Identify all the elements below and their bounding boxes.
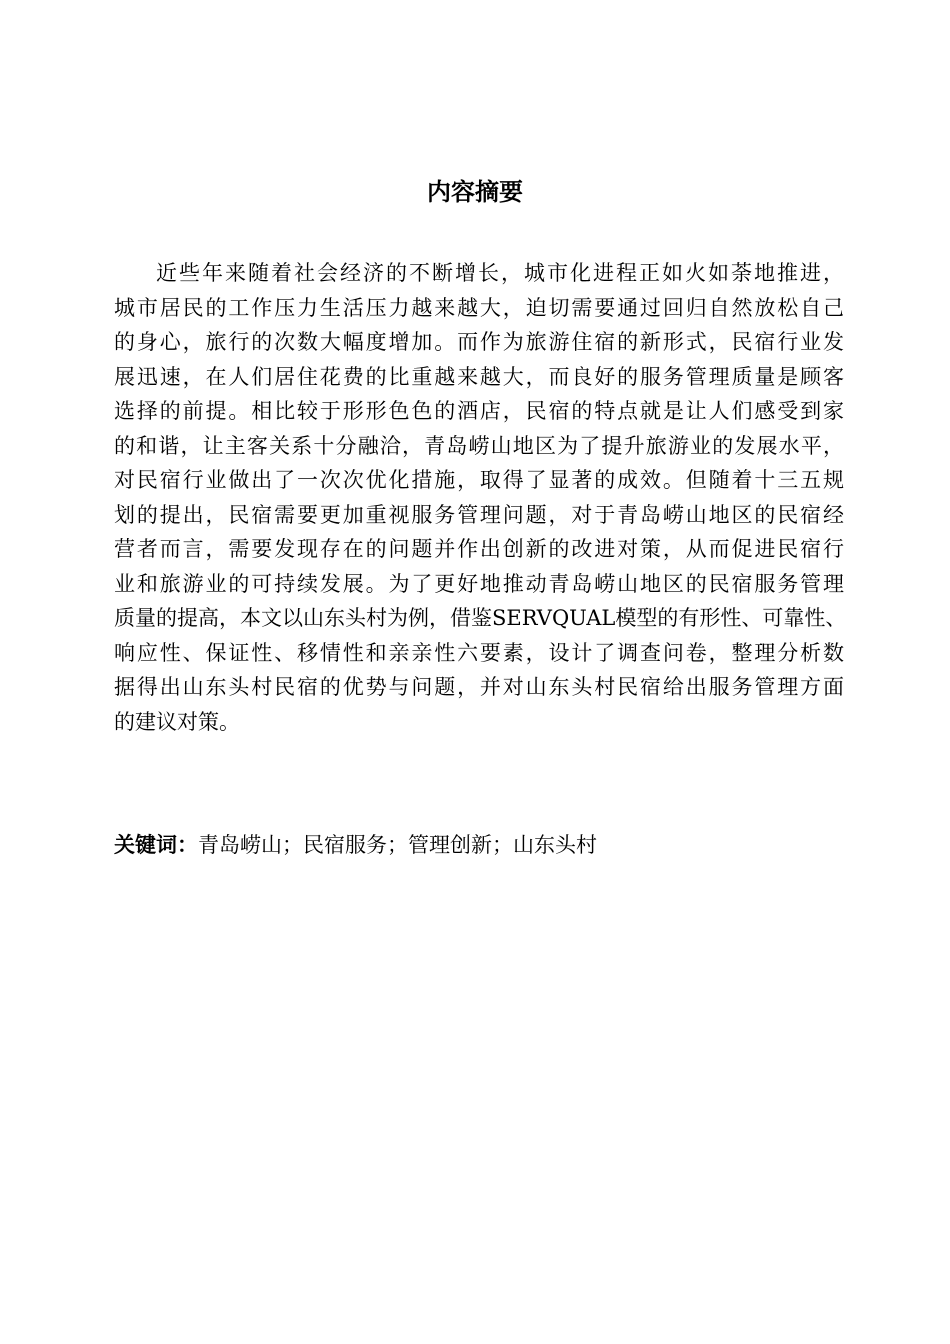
abstract-line: 营者而言，需要发现存在的问题并作出创新的改进对策，从而促进民宿行 (114, 537, 844, 561)
abstract-line: 的和谐，让主客关系十分融洽，青岛崂山地区为了提升旅游业的发展水平， (114, 433, 844, 458)
abstract-line: 的建议对策。 (114, 709, 240, 734)
abstract-line: 对民宿行业做出了一次次优化措施，取得了显著的成效。但随着十三五规 (114, 468, 844, 492)
abstract-line: 的身心，旅行的次数大幅度增加。而作为旅游住宿的新形式，民宿行业发 (114, 330, 844, 354)
keywords-list: 青岛崂山；民宿服务；管理创新；山东头村 (198, 833, 597, 857)
abstract-line: 响应性、保证性、移情性和亲亲性六要素，设计了调查问卷，整理分析数 (114, 640, 844, 665)
abstract-line: 划的提出，民宿需要更加重视服务管理问题，对于青岛崂山地区的民宿经 (114, 502, 844, 527)
keywords-line (114, 828, 597, 862)
page-title: 内容摘要 (427, 178, 523, 206)
abstract-line: 近些年来随着社会经济的不断增长，城市化进程正如火如荼地推进， (156, 261, 844, 285)
abstract-line: 展迅速，在人们居住花费的比重越来越大，而良好的服务管理质量是顾客 (114, 364, 844, 389)
abstract-line: 质量的提高，本文以山东头村为例，借鉴SERVQUAL模型的有形性、可靠性、 (114, 606, 847, 630)
abstract-line: 业和旅游业的可持续发展。为了更好地推动青岛崂山地区的民宿服务管理 (114, 571, 844, 596)
abstract-line: 据得出山东头村民宿的优势与问题，并对山东头村民宿给出服务管理方面 (114, 675, 844, 699)
keywords-label: 关键词： (114, 833, 198, 857)
abstract-body (114, 256, 847, 739)
abstract-line: 选择的前提。相比较于形形色色的酒店，民宿的特点就是让人们感受到家 (114, 399, 844, 423)
abstract-line: 城市居民的工作压力生活压力越来越大，迫切需要通过回归自然放松自己 (114, 295, 844, 320)
